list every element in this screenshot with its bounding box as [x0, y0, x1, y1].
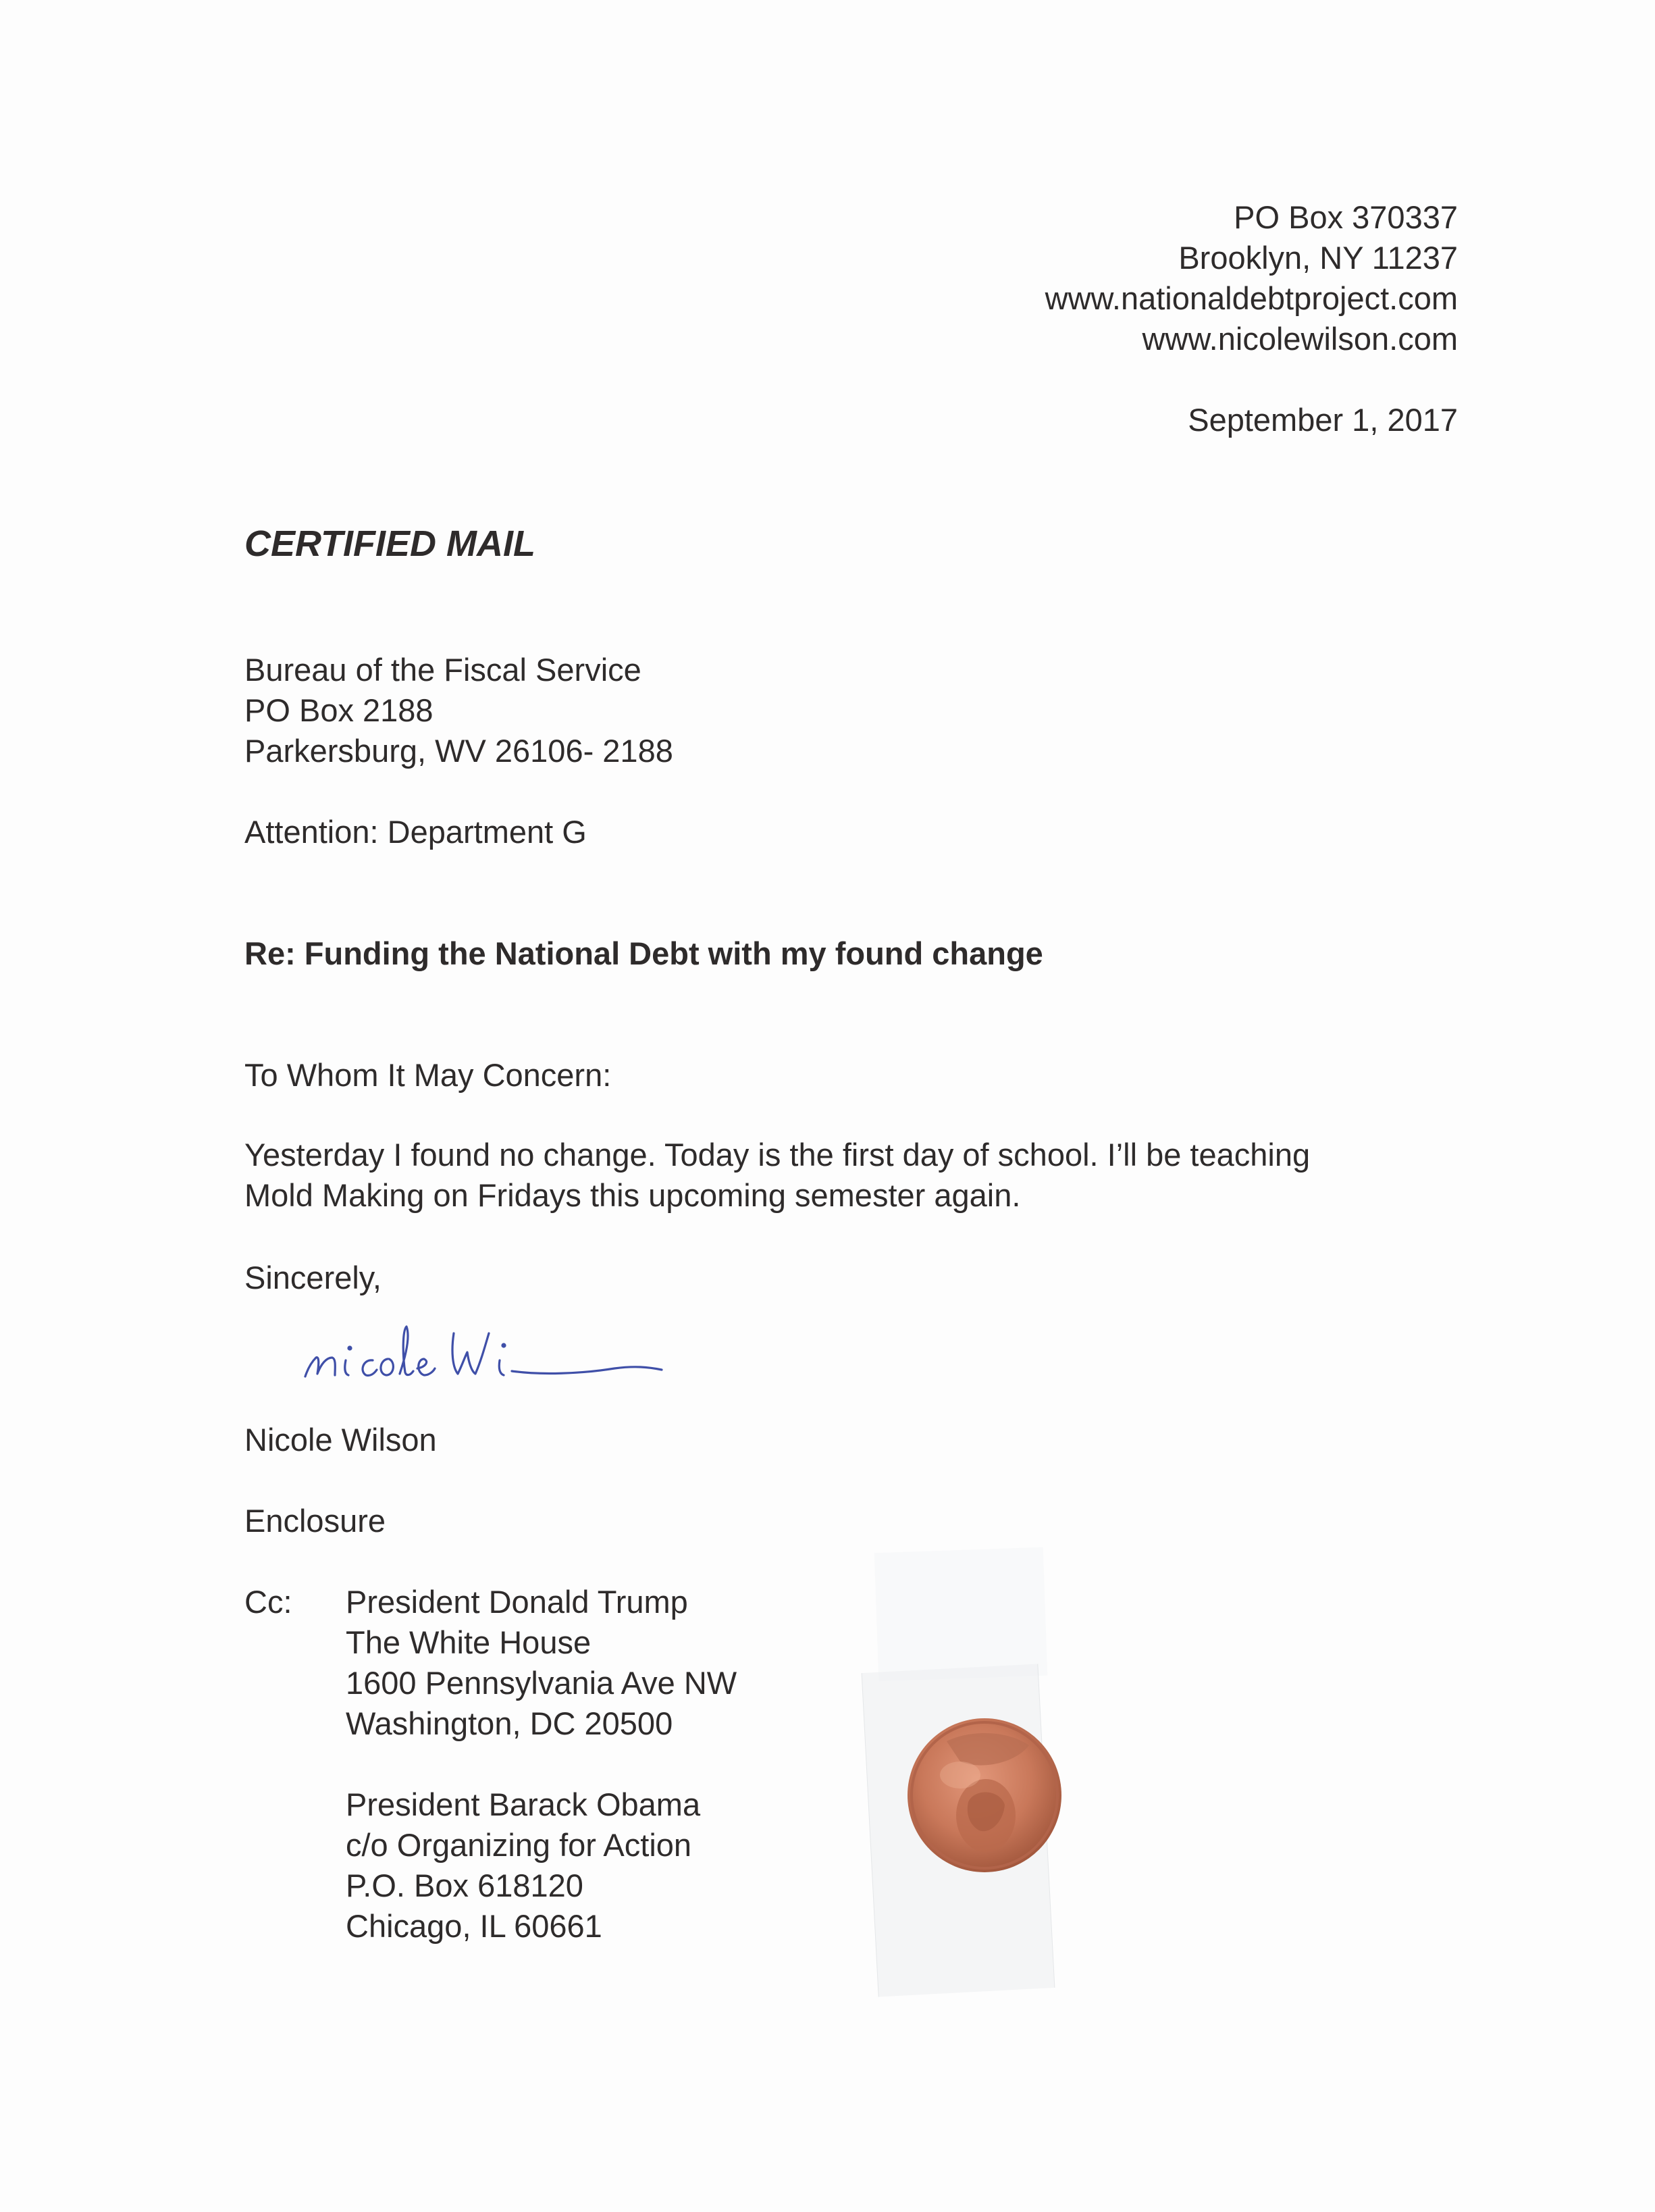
signer-name: Nicole Wilson — [244, 1422, 437, 1458]
attention-line: Attention: Department G — [244, 814, 587, 850]
return-address — [850, 197, 1458, 359]
cc-line: P.O. Box 618120 — [346, 1868, 583, 1903]
cc-line: The White House — [346, 1624, 592, 1660]
recipient-line: PO Box 2188 — [244, 692, 434, 728]
cc-label: Cc: — [244, 1584, 292, 1620]
recipient-line: Parkersburg, WV 26106- 2188 — [244, 733, 673, 769]
cc-line: President Barack Obama — [346, 1786, 701, 1822]
cc-recipient — [346, 1784, 700, 1947]
enclosure-label: Enclosure — [244, 1503, 386, 1539]
handwritten-signature — [297, 1304, 675, 1398]
penny-coin-icon — [903, 1714, 1066, 1876]
recipient-address — [244, 650, 673, 771]
cc-line: 1600 Pennsylvania Ave NW — [346, 1665, 737, 1701]
website-link: www.nationaldebtproject.com — [1045, 280, 1458, 316]
cc-line: Chicago, IL 60661 — [346, 1908, 602, 1944]
body-line: Mold Making on Fridays this upcoming semester again. — [244, 1177, 1021, 1213]
website-link: www.nicolewilson.com — [1142, 321, 1458, 357]
closing: Sincerely, — [244, 1260, 382, 1295]
subject-line: Re: Funding the National Debt with my found change — [244, 935, 1043, 971]
body-line: Yesterday I found no change. Today is the first day of school. I’ll be teaching — [244, 1137, 1311, 1173]
cc-line: c/o Organizing for Action — [346, 1827, 692, 1863]
return-address-line: PO Box 370337 — [1234, 199, 1458, 235]
cc-recipient — [346, 1582, 737, 1744]
return-address-line: Brooklyn, NY 11237 — [1178, 240, 1458, 276]
salutation: To Whom It May Concern: — [244, 1057, 612, 1093]
body-paragraph — [244, 1135, 1460, 1216]
cc-line: President Donald Trump — [346, 1584, 688, 1620]
tape-piece — [874, 1547, 1047, 1682]
cc-line: Washington, DC 20500 — [346, 1705, 673, 1741]
letter-date: September 1, 2017 — [1188, 402, 1458, 438]
recipient-line: Bureau of the Fiscal Service — [244, 652, 641, 688]
mail-type-heading: CERTIFIED MAIL — [244, 523, 535, 564]
